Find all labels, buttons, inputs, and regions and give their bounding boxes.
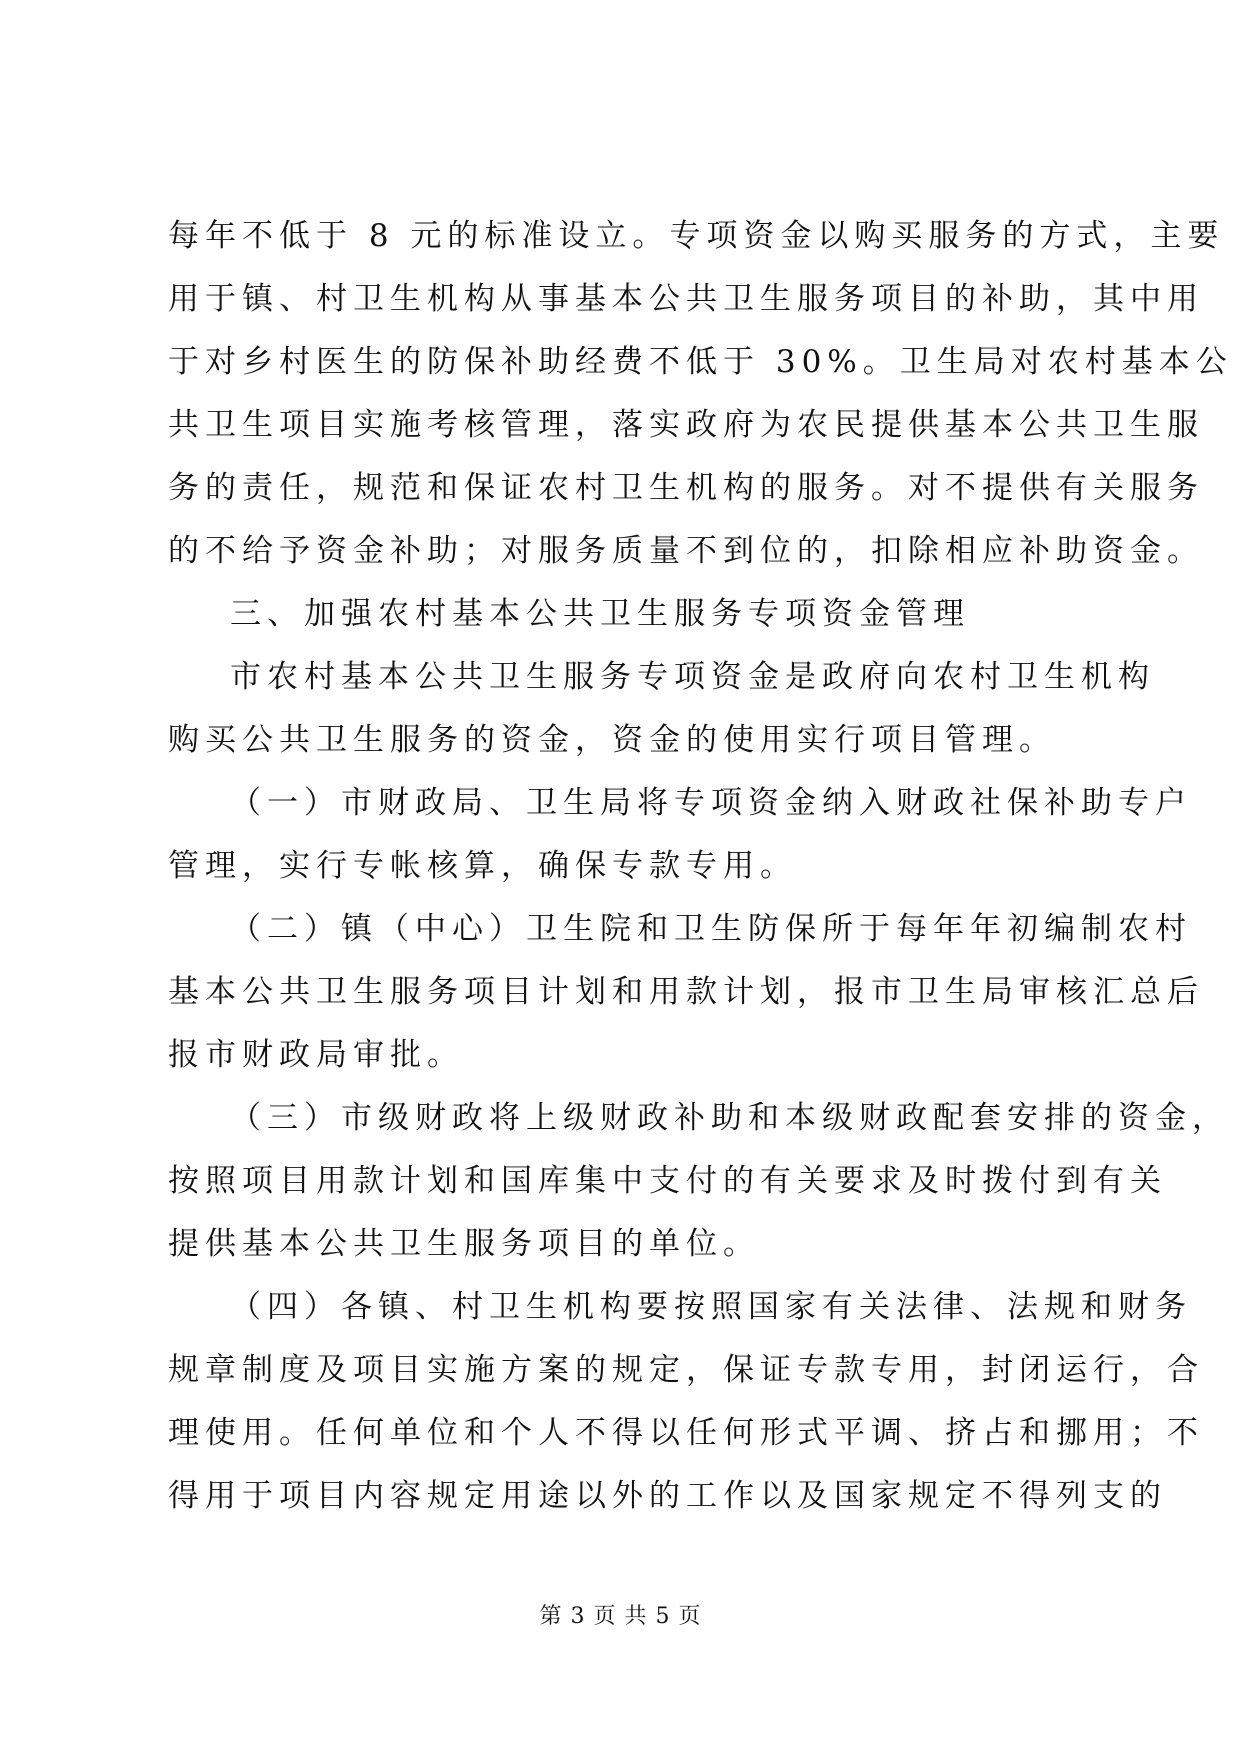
text-line: 按照项目用款计划和国库集中支付的有关要求及时拨付到有关 — [168, 1163, 1167, 1199]
text-line: 于对乡村医生的防保补助经费不低于 30%。卫生局对农村基本公 — [168, 344, 1233, 380]
text-line: 的不给予资金补助；对服务质量不到位的，扣除相应补助资金。 — [168, 533, 1204, 569]
text-line: （一）市财政局、卫生局将专项资金纳入财政社保补助专户 — [230, 785, 1192, 821]
text-line: 规章制度及项目实施方案的规定，保证专款专用，封闭运行，合 — [168, 1352, 1204, 1388]
text-line: （二）镇（中心）卫生院和卫生防保所于每年年初编制农村 — [230, 911, 1192, 947]
text-line: 管理，实行专帐核算，确保专款专用。 — [168, 848, 797, 884]
text-line: （三）市级财政将上级财政补助和本级财政配套安排的资金， — [230, 1100, 1229, 1136]
text-line: 理使用。任何单位和个人不得以任何形式平调、挤占和挪用；不 — [168, 1415, 1204, 1451]
text-line: 每年不低于 8 元的标准设立。专项资金以购买服务的方式，主要 — [168, 218, 1225, 254]
text-line: 基本公共卫生服务项目计划和用款计划，报市卫生局审核汇总后 — [168, 974, 1204, 1010]
text-line: 务的责任，规范和保证农村卫生机构的服务。对不提供有关服务 — [168, 470, 1204, 506]
page-number-footer: 第 3 页 共 5 页 — [539, 1604, 702, 1629]
text-line: 共卫生项目实施考核管理，落实政府为农民提供基本公共卫生服 — [168, 407, 1204, 443]
text-line: 得用于项目内容规定用途以外的工作以及国家规定不得列支的 — [168, 1478, 1167, 1514]
text-line: （四）各镇、村卫生机构要按照国家有关法律、法规和财务 — [230, 1289, 1192, 1325]
text-line: 购买公共卫生服务的资金，资金的使用实行项目管理。 — [168, 722, 1056, 758]
text-line: 提供基本公共卫生服务项目的单位。 — [168, 1226, 760, 1262]
text-line: 报市财政局审批。 — [168, 1037, 464, 1073]
text-line: 市农村基本公共卫生服务专项资金是政府向农村卫生机构 — [230, 659, 1155, 695]
text-line: 用于镇、村卫生机构从事基本公共卫生服务项目的补助，其中用 — [168, 281, 1204, 317]
section-heading: 三、加强农村基本公共卫生服务专项资金管理 — [230, 596, 970, 632]
